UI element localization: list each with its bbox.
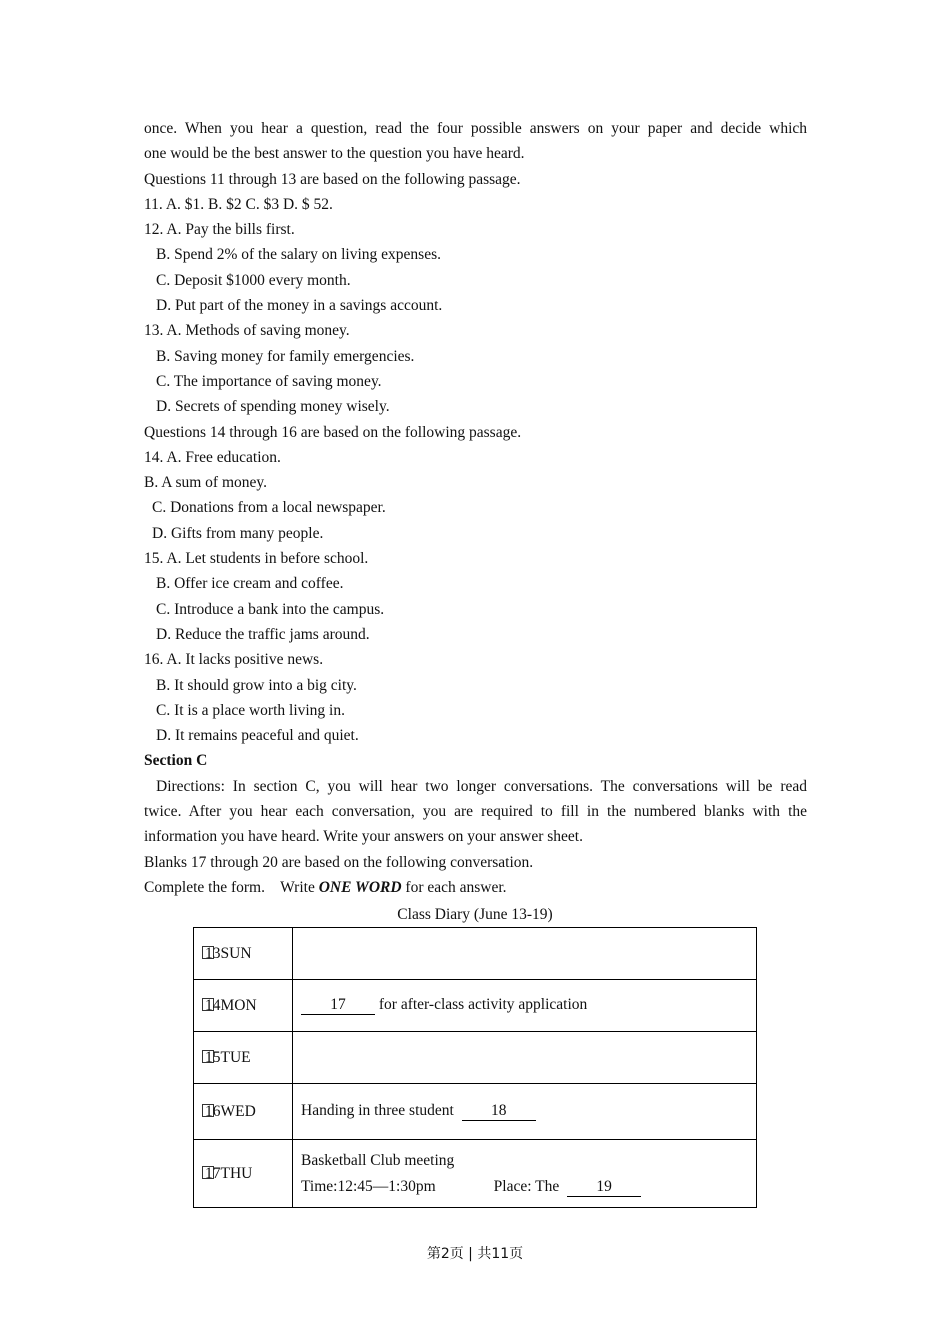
blank-19: 19	[567, 1178, 641, 1197]
q12-option-b: B. Spend 2% of the salary on living expenses.	[156, 246, 441, 264]
form-instruction	[144, 875, 807, 900]
day-label: 15TUE	[205, 1048, 251, 1066]
day-cell	[194, 980, 293, 1032]
q13-option-d: D. Secrets of spending money wisely.	[156, 398, 390, 416]
question-11: 11. A. $1. B. $2 C. $3 D. $ 52.	[144, 195, 333, 213]
blank-18: 18	[462, 1102, 536, 1121]
q12-option-d: D. Put part of the money in a savings account.	[156, 297, 443, 315]
diary-caption: Class Diary (June 13-19)	[397, 906, 553, 923]
document-body	[144, 116, 807, 900]
instruction-suffix: for each answer.	[401, 878, 507, 896]
class-diary-table	[193, 927, 757, 1208]
entry-text: for after-class activity application	[375, 996, 588, 1013]
q15-option-c: C. Introduce a bank into the campus.	[156, 600, 385, 618]
instruction-prefix: Complete the form. Write	[144, 878, 319, 896]
directions-line-2: twice. After you hear each conversation, you are required to fill in the numbered blanks with the	[144, 803, 807, 821]
passage2-heading: Questions 14 through 16 are based on the following passage.	[144, 423, 522, 441]
meeting-place: Place: The	[493, 1177, 564, 1195]
day-cell	[194, 1084, 293, 1140]
meeting-time: Time:12:45—1:30pm	[301, 1177, 436, 1195]
entry-line-1: Basketball Club meeting	[301, 1151, 455, 1169]
entry-cell	[293, 1084, 757, 1140]
q14-option-c: C. Donations from a local newspaper.	[152, 499, 386, 517]
q12-option-c: C. Deposit $1000 every month.	[156, 271, 351, 289]
table-row	[194, 980, 757, 1032]
q15-option-a: 15. A. Let students in before school.	[144, 550, 369, 568]
table-row	[194, 1084, 757, 1140]
q16-option-d: D. It remains peaceful and quiet.	[156, 727, 359, 745]
day-label: 17THU	[205, 1164, 253, 1182]
entry-text: Handing in three student	[301, 1102, 458, 1119]
q16-option-b: B. It should grow into a big city.	[156, 676, 357, 694]
table-row	[194, 928, 757, 980]
passage1-heading: Questions 11 through 13 are based on the following passage.	[144, 170, 521, 188]
q16-option-c: C. It is a place worth living in.	[156, 701, 345, 719]
table-row	[194, 1140, 757, 1208]
q12-option-a: 12. A. Pay the bills first.	[144, 221, 295, 239]
entry-cell	[293, 980, 757, 1032]
intro-line-1: once. When you hear a question, read the four possible answers on your paper and decide which	[144, 120, 807, 137]
q13-option-c: C. The importance of saving money.	[156, 372, 382, 390]
q14-option-a: 14. A. Free education.	[144, 448, 281, 466]
q13-option-a: 13. A. Methods of saving money.	[144, 322, 350, 340]
day-cell	[194, 1140, 293, 1208]
q15-option-d: D. Reduce the traffic jams around.	[156, 625, 370, 643]
q15-option-b: B. Offer ice cream and coffee.	[156, 575, 344, 593]
q14-option-b: B. A sum of money.	[144, 474, 268, 492]
blanks-heading: Blanks 17 through 20 are based on the following conversation.	[144, 853, 534, 871]
q14-option-d: D. Gifts from many people.	[152, 524, 324, 542]
section-c-title: Section C	[144, 752, 208, 770]
q16-option-a: 16. A. It lacks positive news.	[144, 651, 324, 669]
day-cell	[194, 1032, 293, 1084]
entry-cell	[293, 928, 757, 980]
day-cell	[194, 928, 293, 980]
day-label: 14MON	[205, 996, 257, 1014]
page-footer: 第2页 | 共11页	[426, 1246, 524, 1262]
blank-17: 17	[301, 996, 375, 1015]
day-label: 13SUN	[205, 944, 252, 962]
table-row	[194, 1032, 757, 1084]
day-label: 16WED	[205, 1102, 256, 1120]
instruction-emphasis: ONE WORD	[318, 878, 402, 896]
directions-line-3: information you have heard. Write your answers on your answer sheet.	[144, 828, 583, 846]
entry-cell	[293, 1140, 757, 1208]
entry-line-2	[301, 1174, 748, 1200]
intro-line-2: one would be the best answer to the question you have heard.	[144, 145, 525, 163]
q13-option-b: B. Saving money for family emergencies.	[156, 347, 415, 365]
entry-cell	[293, 1032, 757, 1084]
directions-line-1: Directions: In section C, you will hear two longer conversations. The conversations will be read	[156, 777, 807, 795]
